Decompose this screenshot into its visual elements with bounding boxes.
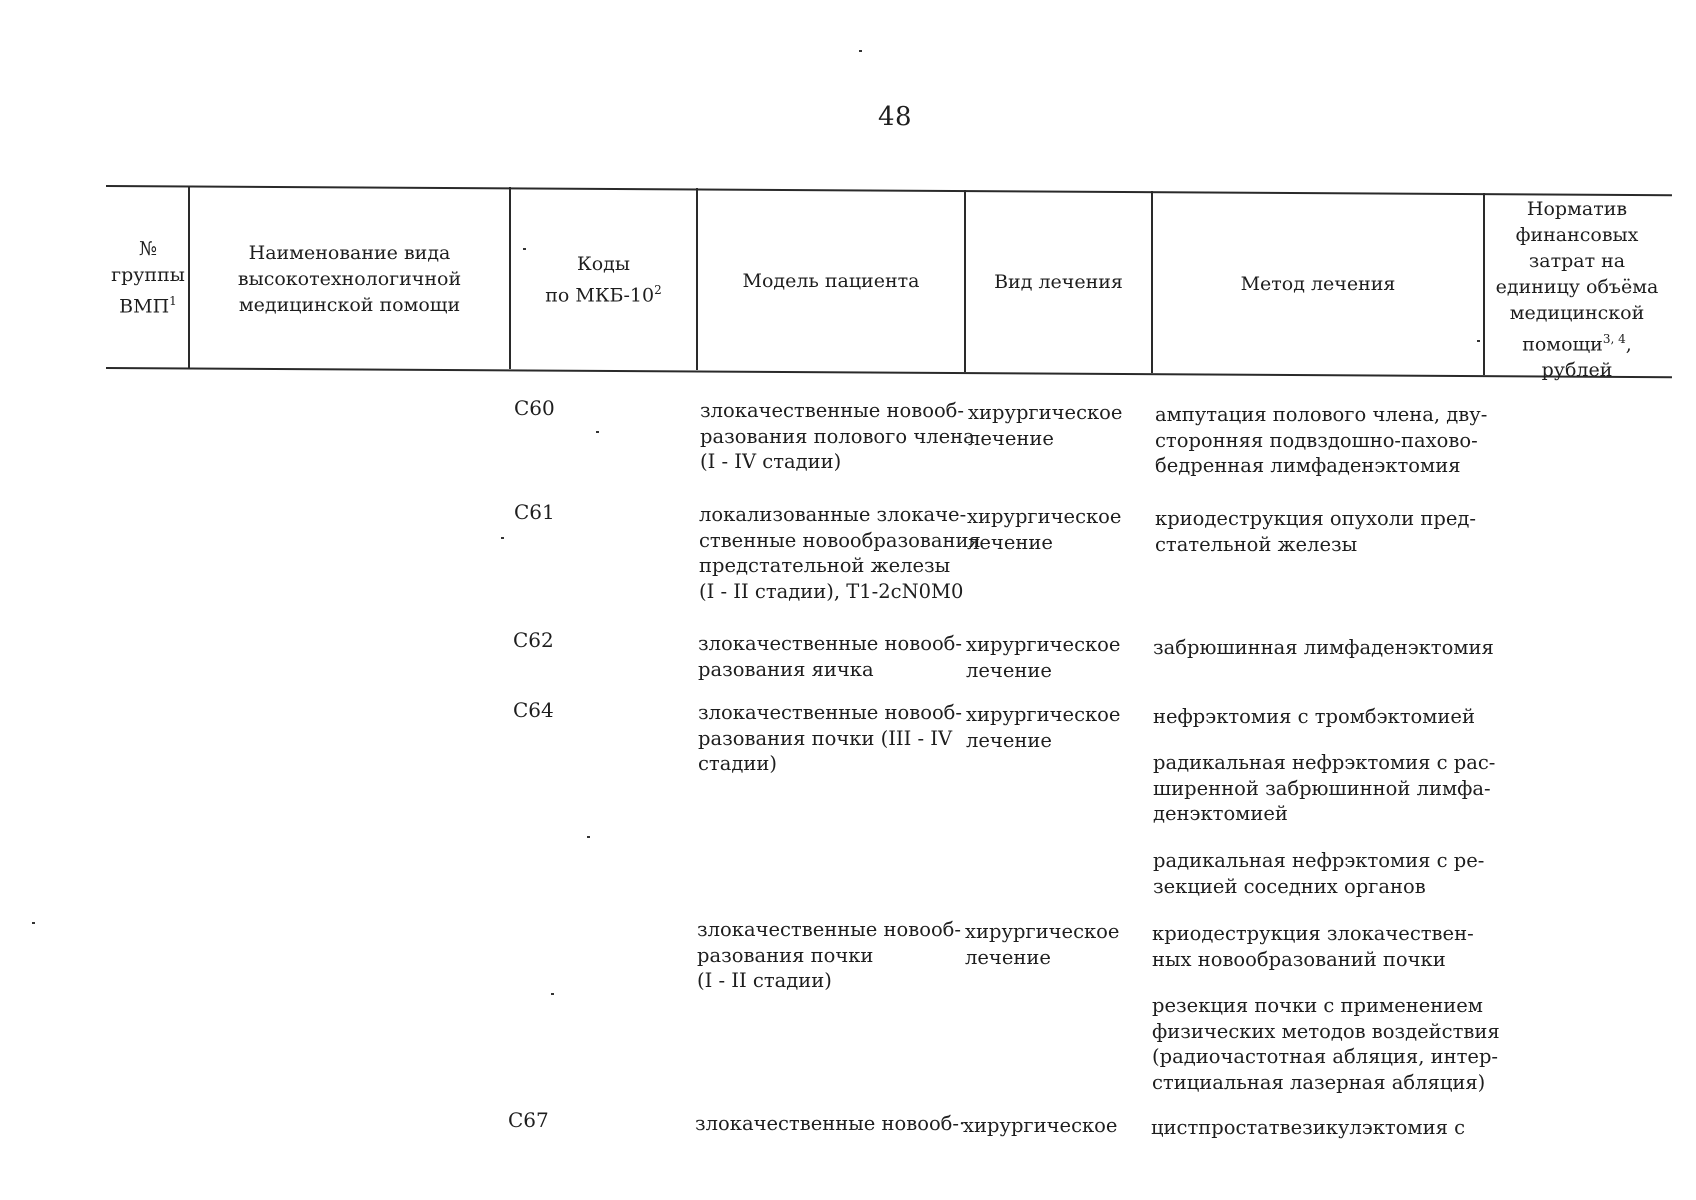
- treatment-method: резекция почки с применением физических методов воздействия (радиочастотная абляция, интер- стициальная лазерная абляция): [1152, 994, 1500, 1094]
- treatment-type: хирургическое: [963, 1114, 1118, 1137]
- header-codes: Коды по МКБ-$10^2$: [545, 253, 662, 307]
- treatment-type: хирургическое лечение: [965, 920, 1120, 969]
- treatment-method: цистпростатвезикулэктомия с: [1151, 1116, 1466, 1139]
- header-treatment-type: Вид лечения: [994, 271, 1123, 293]
- treatment-method: криодеструкция злокачествен- ных новообразований почки: [1152, 922, 1474, 971]
- icd-code: C67: [508, 1108, 549, 1132]
- scan-speck: [859, 50, 862, 52]
- scan-speck: [501, 537, 504, 539]
- icd-code: C62: [513, 628, 554, 652]
- header-treatment-method: Метод лечения: [1240, 273, 1396, 295]
- treatment-method: радикальная нефрэктомия с рас- ширенной забрюшинной лимфа- денэктомией: [1153, 751, 1496, 825]
- header-cost-standard: Норматив финансовых затрат на единицу объёма медицинской помощи$^{3, 4}$, рублей: [1495, 198, 1659, 382]
- header-group-number: № группы ВМП$^1$: [111, 238, 185, 318]
- scan-speck: [551, 993, 554, 995]
- treatment-method: нефрэктомия с тромбэктомией: [1153, 705, 1475, 728]
- treatment-method: криодеструкция опухоли пред- стательной железы: [1155, 507, 1476, 556]
- scan-speck: [587, 836, 590, 838]
- treatment-method: радикальная нефрэктомия с ре- зекцией соседних органов: [1153, 849, 1485, 898]
- treatment-type: хирургическое лечение: [967, 505, 1122, 554]
- scan-speck: [596, 431, 599, 433]
- treatment-type: хирургическое лечение: [966, 633, 1121, 682]
- page-number: 48: [877, 102, 913, 132]
- patient-model: злокачественные новооб- разования яичка: [698, 632, 963, 681]
- scan-speck: [32, 922, 35, 924]
- treatment-method: ампутация полового члена, дву- сторонняя подвздошно-пахово- бедренная лимфаденэктомия: [1155, 403, 1488, 477]
- patient-model: злокачественные новооб- разования почки (I - II стадии): [697, 918, 962, 992]
- patient-model: локализованные злокаче- ственные новообразования предстательной железы (I - II стадии), T1-2cN0M0: [699, 503, 981, 603]
- header-patient-model: Модель пациента: [742, 270, 920, 292]
- patient-model: злокачественные новооб- разования почки (III - IV стадии): [698, 701, 963, 775]
- header-name: Наименование вида высокотехнологичной медицинской помощи: [237, 242, 462, 316]
- treatment-type: хирургическое лечение: [966, 703, 1121, 752]
- patient-model: злокачественные новооб- разования полового члена (I - IV стадии): [700, 399, 975, 473]
- treatment-method: забрюшинная лимфаденэктомия: [1153, 636, 1494, 659]
- icd-code: C61: [514, 500, 555, 524]
- icd-code: C64: [513, 698, 554, 722]
- patient-model: злокачественные новооб-·: [695, 1112, 966, 1135]
- icd-code: C60: [514, 396, 555, 420]
- treatment-type: хирургическое лечение: [968, 401, 1123, 450]
